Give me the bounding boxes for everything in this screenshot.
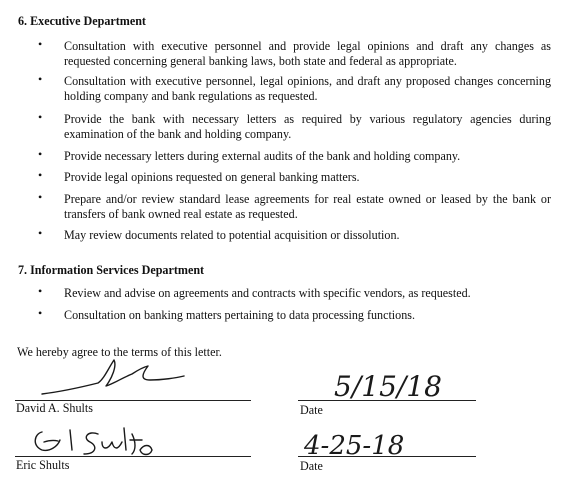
- bullet-icon: •: [38, 147, 43, 161]
- bullet-icon: •: [38, 37, 43, 51]
- list-item-text: Consultation with executive personnel and provide legal opinions and draft any changes as requested concerning general banking laws, both state and federal as appropriate.: [64, 39, 551, 68]
- list-item-text: May review documents related to potential acquisition or dissolution.: [64, 228, 400, 242]
- date-line-eric: [298, 456, 476, 457]
- svg-text:4-25-18: 4-25-18: [304, 431, 405, 461]
- list-item-text: Prepare and/or review standard lease agreements for real estate owned or leased by the bank or transfers of bank owned real estate as requested.: [64, 192, 551, 221]
- bullet-icon: •: [38, 284, 43, 298]
- svg-text:5/15/18: 5/15/18: [334, 370, 442, 403]
- section-heading-executive: 6. Executive Department: [18, 14, 146, 28]
- bullet-icon: •: [38, 190, 43, 204]
- list-item-text: Provide the bank with necessary letters as required by various regulatory agencies during examination of the bank and holding company.: [64, 112, 551, 141]
- signatory-name-david: David A. Shults: [16, 401, 93, 415]
- bullet-icon: •: [38, 72, 43, 86]
- bullet-icon: •: [38, 226, 43, 240]
- signatory-name-eric: Eric Shults: [16, 458, 70, 472]
- list-item-text: Consultation with executive personnel, legal opinions, and draft any proposed changes concerning holding company and bank regulations as requested.: [64, 74, 551, 103]
- date-line-david: [298, 400, 476, 401]
- bullet-icon: •: [38, 110, 43, 124]
- list-item-text: Provide legal opinions requested on general banking matters.: [64, 170, 360, 184]
- list-item-text: Provide necessary letters during external audits of the bank and holding company.: [64, 149, 461, 163]
- signature-david-shults: [38, 352, 218, 402]
- bullet-icon: •: [38, 306, 43, 320]
- date-label-david: Date: [300, 403, 323, 417]
- section-heading-information-services: 7. Information Services Department: [18, 263, 205, 277]
- signature-line-eric: [15, 456, 251, 457]
- list-item-text: Consultation on banking matters pertaining to data processing functions.: [64, 308, 415, 322]
- date-label-eric: Date: [300, 459, 323, 473]
- bullet-icon: •: [38, 168, 43, 182]
- agreement-statement: We hereby agree to the terms of this letter.: [17, 345, 222, 359]
- list-item-text: Review and advise on agreements and contracts with specific vendors, as requested.: [64, 286, 471, 300]
